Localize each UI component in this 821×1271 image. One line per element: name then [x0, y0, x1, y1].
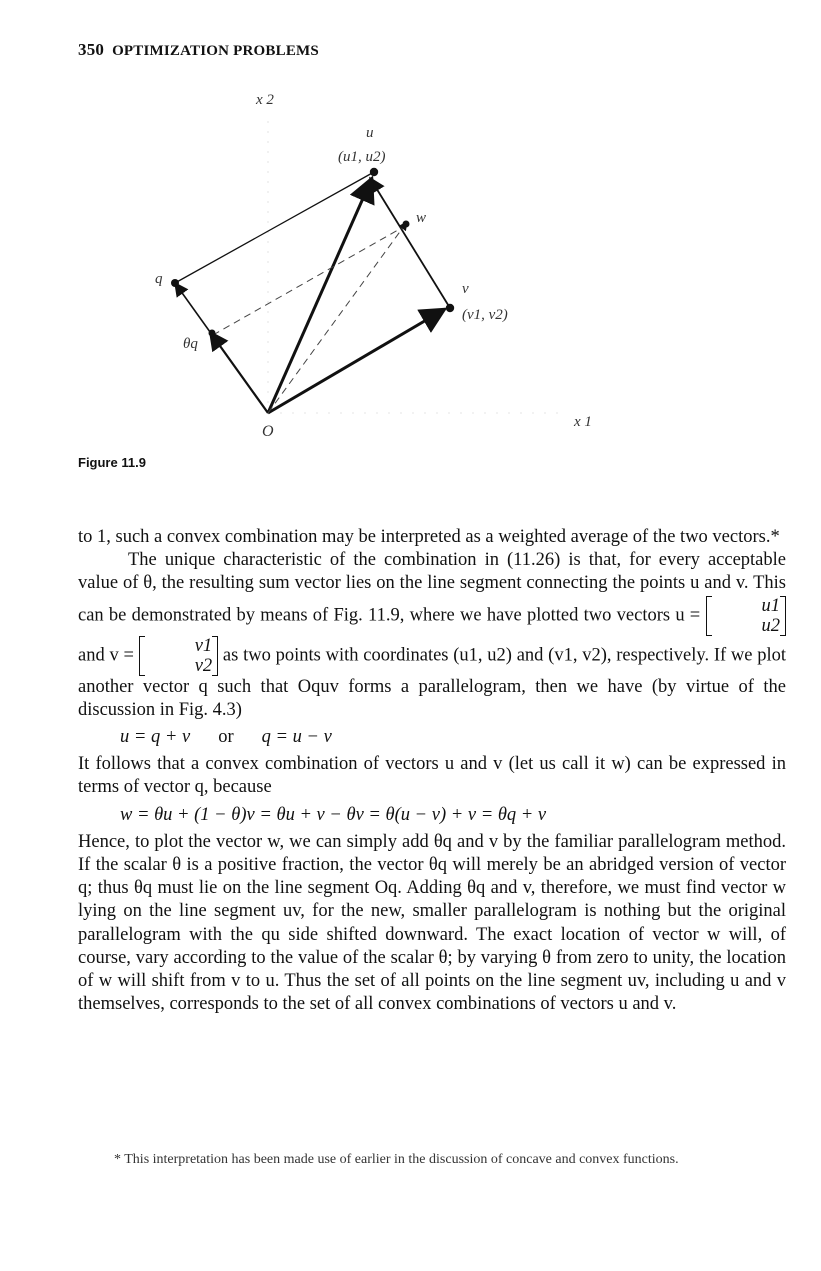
vector-diagram	[0, 0, 821, 450]
running-title: OPTIMIZATION PROBLEMS	[112, 43, 319, 59]
vector-theta-q	[210, 332, 268, 413]
point-theta-q	[209, 330, 216, 337]
point-v	[446, 304, 454, 312]
label-w: w	[416, 210, 427, 226]
label-x1: x 1	[574, 414, 592, 430]
side-q-u	[175, 172, 374, 283]
figure-11-9	[0, 0, 821, 450]
matrix-v: v1 v2	[139, 636, 218, 676]
equation-2: w = θu + (1 − θ)v = θu + v − θv = θ(u − v) + v = θq + v	[120, 804, 547, 825]
label-v-coords: (v1, v2)	[462, 307, 508, 323]
label-q: q	[155, 271, 163, 287]
body-text	[78, 526, 786, 1016]
paragraph-2-part-b: as two points with coordinates (u1, u2) and (v1, v2), respectively. If we plot another vector q such that Oquv forms a parallelogram, then we have (by virtue of the discussion in Fig. 4.3)	[78, 644, 787, 720]
equation-1: u = q + v or q = u − v	[120, 727, 332, 748]
vector-u	[268, 178, 372, 413]
figure-caption: Figure 11.9	[78, 455, 146, 470]
matrix-u: u1 u2	[706, 596, 787, 636]
paragraph-2	[78, 549, 786, 722]
point-w	[403, 221, 410, 228]
vector-v	[268, 309, 445, 413]
paragraph-2-and: and v =	[78, 644, 134, 665]
paragraph-4: Hence, to plot the vector w, we can simply add θq and v by the familiar parallelogram method. If the scalar θ is a positive fraction, the vector θq will merely be an abridged version of vector q; thus θq must lie on the line segment Oq. Adding θq and v, therefore, we must find vector w lying on the line segment uv, for the new, smaller parallelogram is nothing but the original parallelogram with the qu side shifted downward. The exact location of vector w will, of course, vary according to the value of the scalar θ; by varying θ from zero to unity, the location of w will shift from v to u. Thus the set of all points on the line segment uv, including u and v themselves, corresponds to the set of all convex combinations of vectors u and v.	[78, 831, 786, 1015]
paragraph-1: to 1, such a convex combination may be interpreted as a weighted average of the two vectors.*	[78, 527, 780, 547]
point-q	[171, 279, 179, 287]
label-x2: x 2	[256, 92, 274, 108]
paragraph-2-part-a: The unique characteristic of the combination in (11.26) is that, for every acceptable value of θ, the resulting sum vector lies on the line segment connecting the points u and v. This can be demonstrated by means of Fig. 11.9, where we have plotted two vectors u =	[78, 550, 786, 625]
page-number: 350	[78, 40, 105, 59]
label-u-coords: (u1, u2)	[338, 149, 386, 165]
footnote: * This interpretation has been made use of earlier in the discussion of concave and convex functions.	[114, 1152, 679, 1167]
dashed-o-w	[268, 222, 407, 413]
label-v: v	[462, 281, 469, 297]
paragraph-3: It follows that a convex combination of vectors u and v (let us call it w) can be expressed in terms of vector q, because	[78, 754, 786, 798]
point-u	[370, 168, 378, 176]
side-v-u	[370, 178, 450, 308]
label-theta-q: θq	[183, 336, 198, 352]
label-origin: O	[262, 423, 274, 440]
label-u: u	[366, 125, 374, 141]
